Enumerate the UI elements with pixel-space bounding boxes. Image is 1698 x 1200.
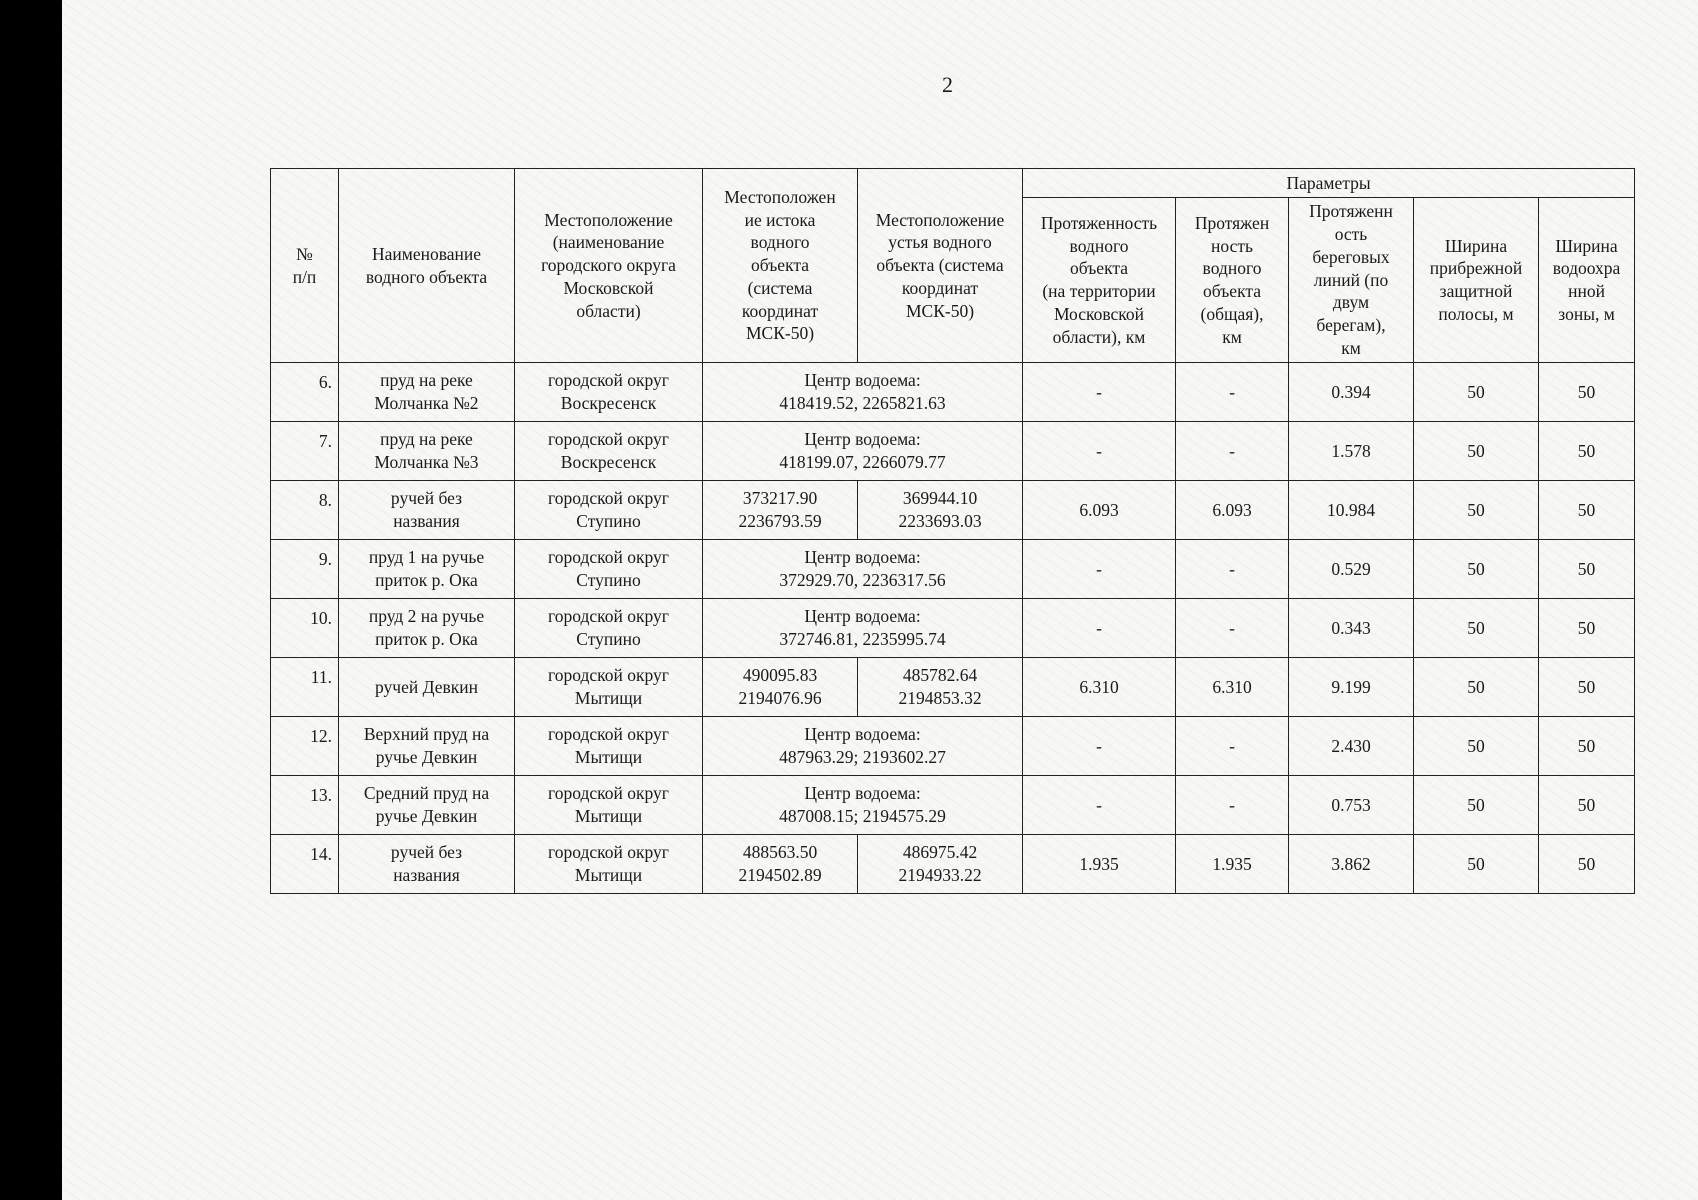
reservoir-center-coordinates	[703, 540, 1023, 599]
length-total: -	[1176, 717, 1289, 776]
reservoir-center-coordinates-line: Центр водоема:	[804, 370, 921, 391]
header-name-line: водного объекта	[365, 266, 488, 287]
protection-zone-width: 50	[1539, 599, 1635, 658]
mouth-coordinates-line: 486975.42	[902, 842, 978, 863]
header-length-total-line: ность	[1211, 235, 1253, 256]
length-moscow-region: -	[1023, 540, 1176, 599]
reservoir-center-coordinates-line: 372929.70, 2236317.56	[779, 570, 946, 590]
coastal-strip-width: 50	[1414, 599, 1539, 658]
header-source-line: (система	[747, 277, 813, 298]
table-row	[271, 658, 1635, 717]
length-moscow-region: -	[1023, 363, 1176, 422]
district-location-line: городской округ	[548, 547, 669, 568]
header-mouth-line: Местоположение	[875, 209, 1005, 230]
mouth-coordinates	[858, 835, 1023, 894]
district-location-line: городской округ	[548, 842, 669, 863]
header-protection-width	[1539, 198, 1635, 363]
reservoir-center-coordinates-line: 487963.29; 2193602.27	[779, 747, 946, 767]
row-number: 8.	[271, 481, 339, 540]
header-shore-length-line: берегам),	[1316, 315, 1386, 336]
source-coordinates-line: 488563.50	[742, 842, 818, 863]
district-location-line: городской округ	[548, 724, 669, 745]
header-mouth-line: устья водного	[888, 232, 992, 253]
table-body	[271, 363, 1635, 894]
header-mouth	[858, 169, 1023, 363]
header-source-line: объекта	[751, 255, 809, 276]
row-number: 10.	[271, 599, 339, 658]
water-object-name	[339, 540, 515, 599]
protection-zone-width: 50	[1539, 776, 1635, 835]
header-num-line: №	[296, 243, 313, 264]
water-object-name	[339, 835, 515, 894]
length-total: -	[1176, 776, 1289, 835]
district-location	[515, 717, 703, 776]
row-number: 7.	[271, 422, 339, 481]
water-object-name-line: ручье Девкин	[375, 747, 478, 767]
reservoir-center-coordinates-line: 487008.15; 2194575.29	[779, 806, 946, 826]
row-number: 14.	[271, 835, 339, 894]
district-location-line: Воскресенск	[560, 452, 657, 472]
header-length-total-line: Протяжен	[1194, 212, 1270, 233]
district-location-line: Ступино	[576, 629, 641, 649]
district-location	[515, 422, 703, 481]
water-object-name	[339, 422, 515, 481]
district-location	[515, 835, 703, 894]
header-source-line: водного	[750, 232, 810, 253]
district-location-line: городской округ	[548, 783, 669, 804]
row-number: 13.	[271, 776, 339, 835]
shoreline-length: 3.862	[1289, 835, 1414, 894]
source-coordinates-line: 373217.90	[742, 488, 818, 509]
length-moscow-region: 6.093	[1023, 481, 1176, 540]
water-object-name-line: ручей без	[390, 842, 463, 863]
header-name	[339, 169, 515, 363]
reservoir-center-coordinates-line: Центр водоема:	[804, 606, 921, 627]
reservoir-center-coordinates-line: 418419.52, 2265821.63	[779, 393, 946, 413]
district-location	[515, 481, 703, 540]
water-object-name-line: приток р. Ока	[375, 629, 478, 649]
document-page	[62, 0, 1698, 1200]
header-coastal-width	[1414, 198, 1539, 363]
reservoir-center-coordinates-line: Центр водоема:	[804, 547, 921, 568]
reservoir-center-coordinates	[703, 717, 1023, 776]
header-source-line: Местоположен	[724, 186, 836, 207]
mouth-coordinates-line: 2233693.03	[898, 511, 982, 531]
protection-zone-width: 50	[1539, 481, 1635, 540]
table-row	[271, 835, 1635, 894]
shoreline-length: 1.578	[1289, 422, 1414, 481]
reservoir-center-coordinates	[703, 776, 1023, 835]
header-source-line: ие истока	[744, 209, 816, 230]
header-length-mo-line: водного	[1069, 235, 1129, 256]
mouth-coordinates	[858, 658, 1023, 717]
protection-zone-width: 50	[1539, 717, 1635, 776]
header-length-mo-line: объекта	[1070, 258, 1128, 279]
district-location	[515, 658, 703, 717]
district-location-line: Ступино	[576, 570, 641, 590]
shoreline-length: 2.430	[1289, 717, 1414, 776]
length-total: 6.310	[1176, 658, 1289, 717]
protection-zone-width: 50	[1539, 540, 1635, 599]
coastal-strip-width: 50	[1414, 540, 1539, 599]
shoreline-length: 0.394	[1289, 363, 1414, 422]
reservoir-center-coordinates-line: 372746.81, 2235995.74	[779, 629, 946, 649]
row-number: 12.	[271, 717, 339, 776]
header-location	[515, 169, 703, 363]
shoreline-length: 0.343	[1289, 599, 1414, 658]
table-row	[271, 422, 1635, 481]
length-moscow-region: -	[1023, 599, 1176, 658]
source-coordinates-line: 490095.83	[742, 665, 818, 686]
district-location-line: городской округ	[548, 429, 669, 450]
coastal-strip-width: 50	[1414, 422, 1539, 481]
header-parameters: Параметры	[1023, 169, 1635, 198]
water-object-name-line: пруд 1 на ручье	[368, 547, 485, 568]
header-shore-length-line: двум	[1332, 292, 1370, 313]
district-location-line: Воскресенск	[560, 393, 657, 413]
source-coordinates-line: 2194502.89	[738, 865, 822, 885]
header-location-line: области)	[576, 300, 641, 321]
header-length-mo-line: (на территории	[1042, 281, 1156, 301]
water-object-name-line: ручье Девкин	[375, 806, 478, 826]
water-object-name	[339, 481, 515, 540]
header-location-line: городского округа	[541, 255, 676, 276]
district-location-line: Мытищи	[574, 806, 643, 826]
header-protection-width-line: водоохра	[1552, 258, 1621, 279]
source-coordinates-line: 2194076.96	[738, 688, 822, 708]
water-object-name-line: Молчанка №3	[374, 452, 479, 472]
header-length-total	[1176, 198, 1289, 363]
header-shore-length-line: Протяженн	[1309, 201, 1393, 222]
coastal-strip-width: 50	[1414, 717, 1539, 776]
district-location-line: Ступино	[576, 511, 641, 531]
source-coordinates	[703, 835, 858, 894]
table-row	[271, 540, 1635, 599]
header-mouth-line: координат	[901, 277, 979, 298]
shoreline-length: 0.753	[1289, 776, 1414, 835]
mouth-coordinates	[858, 481, 1023, 540]
header-coastal-width-line: прибрежной	[1429, 258, 1523, 279]
mouth-coordinates-line: 485782.64	[902, 665, 978, 686]
coastal-strip-width: 50	[1414, 776, 1539, 835]
reservoir-center-coordinates-line: 418199.07, 2266079.77	[779, 452, 946, 472]
scan-dark-edge	[0, 0, 62, 1200]
header-length-mo	[1023, 198, 1176, 363]
reservoir-center-coordinates-line: Центр водоема:	[804, 783, 921, 804]
district-location-line: Мытищи	[574, 865, 643, 885]
header-source-line: МСК-50)	[745, 323, 815, 344]
reservoir-center-coordinates	[703, 599, 1023, 658]
length-total: 6.093	[1176, 481, 1289, 540]
shoreline-length: 10.984	[1289, 481, 1414, 540]
header-location-line: (наименование	[552, 232, 665, 253]
header-shore-length-line: береговых	[1312, 246, 1390, 267]
protection-zone-width: 50	[1539, 835, 1635, 894]
header-source-line: координат	[741, 300, 819, 321]
header-shore-length	[1289, 198, 1414, 363]
reservoir-center-coordinates	[703, 422, 1023, 481]
row-number: 9.	[271, 540, 339, 599]
protection-zone-width: 50	[1539, 658, 1635, 717]
table-row	[271, 599, 1635, 658]
water-object-name-line: ручей без	[390, 488, 463, 509]
water-object-name	[339, 599, 515, 658]
water-object-name-line: пруд на реке	[380, 370, 473, 391]
table-row	[271, 363, 1635, 422]
header-num	[271, 169, 339, 363]
page-number: 2	[942, 72, 953, 97]
district-location	[515, 540, 703, 599]
length-moscow-region: 1.935	[1023, 835, 1176, 894]
header-coastal-width-line: полосы, м	[1438, 303, 1514, 324]
header-source	[703, 169, 858, 363]
header-length-mo-line: области), км	[1052, 326, 1146, 347]
header-length-total-line: объекта	[1203, 281, 1261, 301]
coastal-strip-width: 50	[1414, 481, 1539, 540]
header-num-line: п/п	[292, 266, 317, 287]
header-length-mo-line: Протяженность	[1040, 212, 1158, 233]
coastal-strip-width: 50	[1414, 363, 1539, 422]
water-object-name-line: Молчанка №2	[374, 393, 479, 413]
header-protection-width-line: Ширина	[1555, 235, 1618, 256]
source-coordinates	[703, 658, 858, 717]
header-mouth-line: объекта (система	[876, 255, 1004, 276]
header-protection-width-line: зоны, м	[1558, 303, 1615, 324]
header-shore-length-line: км	[1341, 337, 1361, 358]
row-number: 6.	[271, 363, 339, 422]
district-location-line: Мытищи	[574, 688, 643, 708]
header-mouth-line: МСК-50)	[905, 300, 975, 321]
length-moscow-region: -	[1023, 717, 1176, 776]
header-length-total-line: (общая),	[1200, 303, 1264, 324]
coastal-strip-width: 50	[1414, 835, 1539, 894]
water-object-name	[339, 363, 515, 422]
length-total: -	[1176, 599, 1289, 658]
coastal-strip-width: 50	[1414, 658, 1539, 717]
mouth-coordinates-line: 2194933.22	[898, 865, 982, 885]
district-location-line: городской округ	[548, 370, 669, 391]
shoreline-length: 0.529	[1289, 540, 1414, 599]
water-object-name	[339, 776, 515, 835]
header-name-line: Наименование	[371, 243, 482, 264]
header-shore-length-line: линий (по	[1313, 269, 1389, 290]
length-moscow-region: 6.310	[1023, 658, 1176, 717]
district-location	[515, 363, 703, 422]
shoreline-length: 9.199	[1289, 658, 1414, 717]
mouth-coordinates-line: 369944.10	[902, 488, 978, 509]
water-object-name-line: ручей Девкин	[375, 676, 478, 697]
table-row	[271, 717, 1635, 776]
reservoir-center-coordinates-line: Центр водоема:	[804, 429, 921, 450]
water-object-name-line: Верхний пруд на	[363, 724, 490, 745]
header-length-mo-line: Московской	[1053, 303, 1145, 324]
protection-zone-width: 50	[1539, 363, 1635, 422]
header-coastal-width-line: защитной	[1439, 281, 1513, 301]
length-moscow-region: -	[1023, 422, 1176, 481]
reservoir-center-coordinates-line: Центр водоема:	[804, 724, 921, 745]
header-protection-width-line: нной	[1568, 281, 1605, 301]
header-location-line: Московской	[563, 277, 654, 298]
water-object-name	[339, 658, 515, 717]
water-object-name	[339, 717, 515, 776]
length-moscow-region: -	[1023, 776, 1176, 835]
row-number: 11.	[271, 658, 339, 717]
header-length-total-line: водного	[1202, 258, 1262, 279]
length-total: -	[1176, 363, 1289, 422]
length-total: -	[1176, 422, 1289, 481]
source-coordinates-line: 2236793.59	[738, 511, 822, 531]
table-row	[271, 776, 1635, 835]
header-length-total-line: км	[1222, 326, 1242, 347]
water-objects-table	[270, 168, 1635, 894]
source-coordinates	[703, 481, 858, 540]
header-location-line: Местоположение	[544, 209, 673, 230]
header-shore-length-line: ость	[1334, 224, 1368, 245]
water-object-name-line: названия	[393, 865, 460, 885]
table-row	[271, 481, 1635, 540]
water-object-name-line: Средний пруд на	[363, 783, 490, 804]
water-object-name-line: приток р. Ока	[375, 570, 478, 590]
header-coastal-width-line: Ширина	[1444, 235, 1508, 256]
district-location	[515, 599, 703, 658]
district-location-line: городской округ	[548, 606, 669, 627]
district-location-line: городской округ	[548, 665, 669, 686]
district-location	[515, 776, 703, 835]
district-location-line: Мытищи	[574, 747, 643, 767]
mouth-coordinates-line: 2194853.32	[898, 688, 982, 708]
protection-zone-width: 50	[1539, 422, 1635, 481]
water-object-name-line: названия	[393, 511, 460, 531]
reservoir-center-coordinates	[703, 363, 1023, 422]
length-total: -	[1176, 540, 1289, 599]
length-total: 1.935	[1176, 835, 1289, 894]
water-object-name-line: пруд на реке	[380, 429, 473, 450]
water-object-name-line: пруд 2 на ручье	[368, 606, 485, 627]
district-location-line: городской округ	[548, 488, 669, 509]
